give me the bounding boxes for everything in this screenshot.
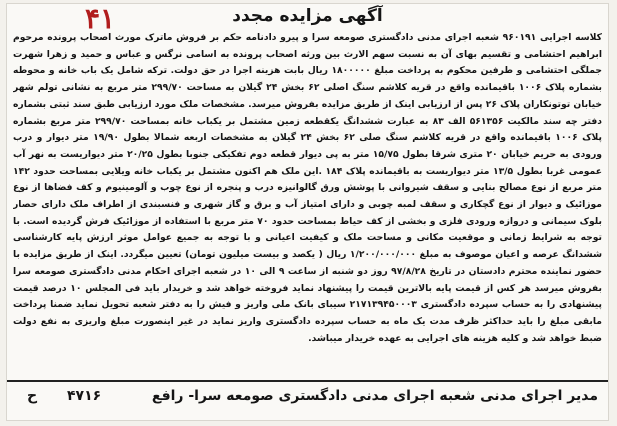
handwritten-mark: ۴۱ [85,3,116,35]
notice-paragraph: کلاسه اجرایی ۹۶۰۱۹۱ شعبه اجرای مدنی دادگستری صومعه سرا و پیرو دادنامه حکم بر فروش ماترک مورث اصحاب پرونده مرحوم ابراهیم احتشامی و تقسیم بهای آن به نسبت سهم الارث بین ورثه اصحاب پرونده به اسامی نرگس و عباس و حمید و زهرا شهرت جملگی احتشامی و طرفین محکوم به پرداخت مبلغ ۱۸۰۰۰۰۰ ریال بابت هزینه اجرا در حق دولت. ترکه شامل یک باب خانه و محوطه بشماره پلاک ۱۰۰۶ باقیمانده واقع در قریه کلاشم سنگ اصلی ۶۲ بخش ۲۴ گیلان به مساحت ۲۹۹/۷۰ متر مربع به نشانی تولم شهر خیابان توتونکاران پلاک ۲۶ پس از ارزیابی اینک از طریق مزایده بفروش میرسد. مشخصات ملک مورد ارزیابی طبق سند ثبتی بشماره دفتر چه سند مالکیت ۵۶۱۳۵۶ الف ۸۳ به عبارت ششدانگ یکقطعه زمین مشتمل بر یکباب خانه بمساحت ۲۹۹/۷۰ متر مربع بشماره پلاک ۱۰۰۶ باقیمانده واقع در قریه کلاشم سنگ صلی ۶۲ بخش ۲۴ گیلان به مشخصات اربعه شمالا بطول ۱۹/۹۰ متر دیوار و درب ورودی به حریم خیابان ۲۰ متری شرقا بطول ۱۵/۷۵ متر به پی دیوار قطعه دوم تفکیکی جنوبا بطول ۲۰/۲۵ متر دیواریست به نهر آب عمومی غربا بطول ۱۳/۵ متر دیواریست به باقیمانده پلاک ۱۸۴ .این ملک هم اکنون مشتمل بر یکباب خانه ویلایی بمساحت حدود ۱۴۲ متر مربع از نوع مصالح بنایی و سقف شیروانی با پوشش ورق گالوانیزه درب و پنجره از نوع چوب و آلومینیوم و کف فضاها از نوع موزائیک و دیوار از نوع گچکاری و سقف لمبه چوبی و دارای امتیاز آب و برق و گاز شهری و فنسبندی از اطراف ملک دارای حصار بلوک سیمانی و دروازه ورودی فلزی و بخشی از کف حیاط بمساحت حدود ۷۰ متر مربع با استفاده از موزائیک فرش گردیده است. با توجه به شرایط زمانی و موقعیت مکانی و مساحت ملک و کیفیت اعیانی و با توجه به جمیع عوامل موثر ارزش پایه کارشناسی ششدانگ عرصه و اعیان موصوف به مبلغ ۱/۲۰۰/۰۰۰/۰۰۰ ریال ( یکصد و بیست میلیون تومان) تعیین میگردد. اینک از طریق مزایده با حضور نماینده محترم دادستان در تاریخ ۹۷/۸/۲۸ روز دو شنبه از ساعت ۹ الی ۱۰ در شعبه اجرای احکام مدنی دادگستری صومعه سرا بفروش میرسد هر کس از قیمت پایه بالاترین قیمت را پیشنهاد نماید فروخته خواهد شد و خریدار باید فی المجلس ۱۰ درصد قیمت پیشنهادی را به حساب سپرده دادگستری ۲۱۷۱۳۹۴۵۰۰۰۳ سیبای بانک ملی واریز و فیش را به دفتر شعبه تحویل نماید ضمنا پرداخت مابقی مبلغ را باید حداکثر ظرف مدت یک ماه به حساب سپرده دادگستری واریز نماید در غیر اینصورت مبلغ واریزی به نفع دولت ضبط خواهد شد و کلیه هزینه های اجرایی به عهده خریدار میباشد. [13,32,602,344]
newspaper-clipping [6,3,609,421]
notice-footer [7,380,608,420]
footer-number: ۴۷۱۶ [67,388,102,404]
footer-letter: ح [27,388,38,404]
notice-body [13,30,602,380]
footer-signature: مدیر اجرای مدنی شعبه اجرای مدنی دادگستری صومعه سرا- رافع [151,388,598,404]
notice-title: آگهی مزایده مجدد [232,6,383,26]
